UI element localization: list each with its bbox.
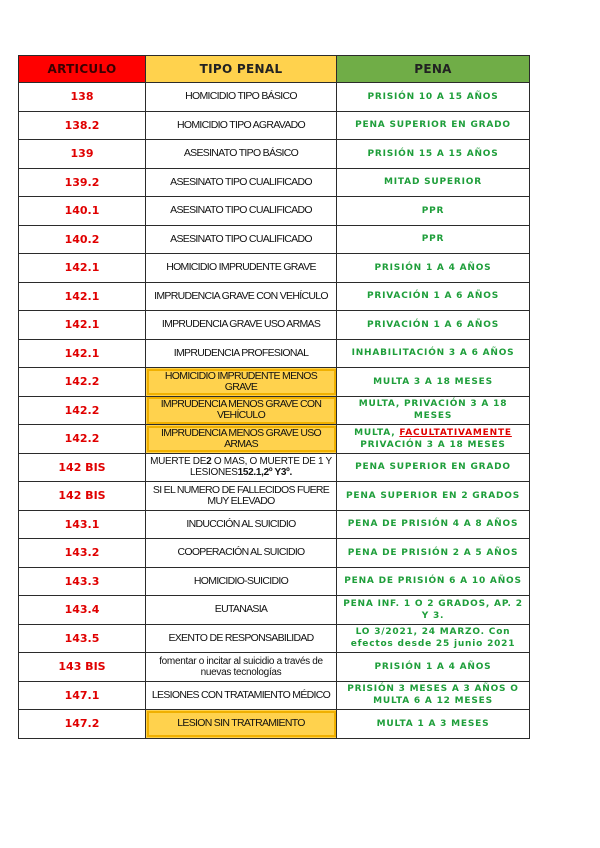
- tipo-cell: ASESINATO TIPO CUALIFICADO: [146, 225, 337, 254]
- pena-text: MULTA,: [354, 427, 396, 438]
- facultativamente-text: FACULTATIVAMENTE: [399, 427, 512, 438]
- table-row: [19, 624, 530, 653]
- articulo-cell: 138: [19, 83, 146, 112]
- articulo-cell: 142.1: [19, 339, 146, 368]
- tipo-cell-highlighted: IMPRUDENCIA MENOS GRAVE USO ARMAS: [146, 425, 337, 454]
- articulo-cell: 147.2: [19, 710, 146, 739]
- table-row: [19, 197, 530, 226]
- tipo-cell: IMPRUDENCIA GRAVE USO ARMAS: [146, 311, 337, 340]
- articulo-cell: 140.1: [19, 197, 146, 226]
- table-row: [19, 225, 530, 254]
- table-row: [19, 681, 530, 710]
- tipo-cell: HOMICIDIO IMPRUDENTE GRAVE: [146, 254, 337, 283]
- table-row: [19, 140, 530, 169]
- pena-cell: [337, 425, 530, 454]
- pena-cell: PRISIÓN 1 A 4 AÑOS: [337, 254, 530, 283]
- table-row: [19, 453, 530, 482]
- pena-cell: PENA INF. 1 O 2 GRADOS, AP. 2 Y 3.: [337, 596, 530, 625]
- penal-table: [18, 55, 530, 739]
- table-row: [19, 396, 530, 425]
- tipo-cell: HOMICIDIO TIPO BÁSICO: [146, 83, 337, 112]
- pena-cell: PENA DE PRISIÓN 2 A 5 AÑOS: [337, 539, 530, 568]
- tipo-cell: fomentar o incitar al suicidio a través de nuevas tecnologías: [146, 653, 337, 682]
- table-row: [19, 282, 530, 311]
- pena-cell: PPR: [337, 197, 530, 226]
- pena-text: PRIVACIÓN 3 A 18 MESES: [360, 439, 506, 450]
- articulo-cell: 143.1: [19, 510, 146, 539]
- tipo-cell: COOPERACIÓN AL SUICIDIO: [146, 539, 337, 568]
- table-row: [19, 539, 530, 568]
- pena-cell: MITAD SUPERIOR: [337, 168, 530, 197]
- table-row: [19, 710, 530, 739]
- pena-cell: PRISIÓN 3 MESES A 3 AÑOS O MULTA 6 A 12 MESES: [337, 681, 530, 710]
- pena-cell: MULTA 1 A 3 MESES: [337, 710, 530, 739]
- header-pena: PENA: [337, 56, 530, 83]
- tipo-cell: IMPRUDENCIA PROFESIONAL: [146, 339, 337, 368]
- tipo-text: LESIONES: [189, 467, 238, 479]
- pena-cell: PRIVACIÓN 1 A 6 AÑOS: [337, 311, 530, 340]
- tipo-cell: INDUCCIÓN AL SUICIDIO: [146, 510, 337, 539]
- articulo-cell: 143.3: [19, 567, 146, 596]
- header-tipo-penal: TIPO PENAL: [146, 56, 337, 83]
- articulo-cell: 140.2: [19, 225, 146, 254]
- table-row: [19, 311, 530, 340]
- tipo-cell: IMPRUDENCIA GRAVE CON VEHÍCULO: [146, 282, 337, 311]
- pena-cell: PRISIÓN 15 A 15 AÑOS: [337, 140, 530, 169]
- header-articulo: ARTICULO: [19, 56, 146, 83]
- table-row: [19, 510, 530, 539]
- articulo-cell: 139: [19, 140, 146, 169]
- articulo-cell: 143 BIS: [19, 653, 146, 682]
- pena-cell: MULTA, PRIVACIÓN 3 A 18 MESES: [337, 396, 530, 425]
- table-row: [19, 567, 530, 596]
- pena-cell: PRISIÓN 10 A 15 AÑOS: [337, 83, 530, 112]
- tipo-cell-highlighted: LESION SIN TRATRAMIENTO: [146, 710, 337, 739]
- table-row: [19, 368, 530, 397]
- table-row: [19, 339, 530, 368]
- tipo-cell: EXENTO DE RESPONSABILIDAD: [146, 624, 337, 653]
- articulo-cell: 143.4: [19, 596, 146, 625]
- articulo-cell: 142 BIS: [19, 453, 146, 482]
- table-row: [19, 653, 530, 682]
- header-row: [19, 56, 530, 83]
- tipo-cell: ASESINATO TIPO BÁSICO: [146, 140, 337, 169]
- pena-cell: PPR: [337, 225, 530, 254]
- articulo-cell: 142.1: [19, 311, 146, 340]
- articulo-cell: 142.2: [19, 425, 146, 454]
- pena-cell: PENA SUPERIOR EN GRADO: [337, 111, 530, 140]
- table-row: [19, 254, 530, 283]
- articulo-cell: 142.1: [19, 282, 146, 311]
- tipo-text: MUERTE DE: [150, 456, 207, 468]
- articulo-cell: 142 BIS: [19, 482, 146, 511]
- tipo-cell: LESIONES CON TRATAMIENTO MÉDICO: [146, 681, 337, 710]
- table-row: [19, 83, 530, 112]
- articulo-cell: 143.2: [19, 539, 146, 568]
- articulo-cell: 138.2: [19, 111, 146, 140]
- pena-cell: LO 3/2021, 24 MARZO. Con efectos desde 25 junio 2021: [337, 624, 530, 653]
- tipo-cell-highlighted: IMPRUDENCIA MENOS GRAVE CON VEHÍCULO: [146, 396, 337, 425]
- tipo-cell: ASESINATO TIPO CUALIFICADO: [146, 168, 337, 197]
- pena-cell: PRIVACIÓN 1 A 6 AÑOS: [337, 282, 530, 311]
- tipo-cell: ASESINATO TIPO CUALIFICADO: [146, 197, 337, 226]
- pena-cell: PENA DE PRISIÓN 6 A 10 AÑOS: [337, 567, 530, 596]
- tipo-cell: HOMICIDIO-SUICIDIO: [146, 567, 337, 596]
- articulo-cell: 142.2: [19, 396, 146, 425]
- table-row: [19, 111, 530, 140]
- articulo-cell: 147.1: [19, 681, 146, 710]
- table-row: [19, 596, 530, 625]
- pena-cell: PRISIÓN 1 A 4 AÑOS: [337, 653, 530, 682]
- tipo-cell: SI EL NUMERO DE FALLECIDOS FUERE MUY ELEVADO: [146, 482, 337, 511]
- tipo-text-bold: 2: [206, 456, 212, 468]
- articulo-cell: 143.5: [19, 624, 146, 653]
- articulo-cell: 139.2: [19, 168, 146, 197]
- pena-cell: PENA SUPERIOR EN 2 GRADOS: [337, 482, 530, 511]
- pena-cell: MULTA 3 A 18 MESES: [337, 368, 530, 397]
- table-row: [19, 425, 530, 454]
- articulo-cell: 142.2: [19, 368, 146, 397]
- tipo-cell: EUTANASIA: [146, 596, 337, 625]
- pena-cell: PENA DE PRISIÓN 4 A 8 AÑOS: [337, 510, 530, 539]
- pena-cell: PENA SUPERIOR EN GRADO: [337, 453, 530, 482]
- articulo-cell: 142.1: [19, 254, 146, 283]
- tipo-cell: HOMICIDIO TIPO AGRAVADO: [146, 111, 337, 140]
- tipo-cell-highlighted: HOMICIDIO IMPRUDENTE MENOS GRAVE: [146, 368, 337, 397]
- table-row: [19, 168, 530, 197]
- tipo-text: O MAS, O MUERTE DE 1 Y: [213, 456, 332, 468]
- pena-cell: INHABILITACIÓN 3 A 6 AÑOS: [337, 339, 530, 368]
- tipo-text-bold: 152.1,2º Y3º.: [237, 467, 292, 479]
- tipo-cell: [146, 453, 337, 482]
- table-row: [19, 482, 530, 511]
